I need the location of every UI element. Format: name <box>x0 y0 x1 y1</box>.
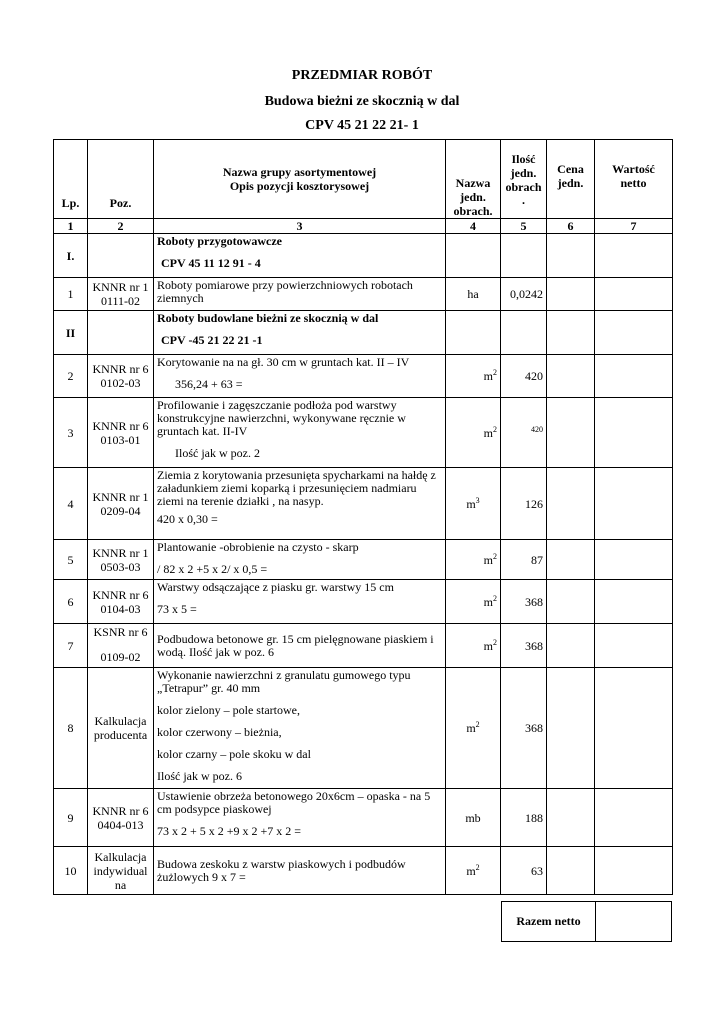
section-name: Roboty przygotowawcze <box>157 234 282 248</box>
section-row <box>54 234 673 278</box>
header-lp: Lp. <box>54 140 88 219</box>
section-cpv: CPV -45 21 22 21 -1 <box>161 333 263 347</box>
row-poz: KNNR nr 6 0103-01 <box>88 398 154 468</box>
document-cpv: CPV 45 21 22 21- 1 <box>305 118 419 133</box>
header-row <box>54 140 673 219</box>
row-lp: 4 <box>54 468 88 540</box>
row-quantity: 368 <box>501 624 547 668</box>
section-description <box>154 311 446 355</box>
cost-estimate-table <box>53 139 673 895</box>
row-lp: 2 <box>54 355 88 398</box>
table-row <box>54 398 673 468</box>
header-nazwa-line2: Opis pozycji kosztorysowej <box>229 179 370 193</box>
row-description <box>154 468 446 540</box>
header-wartosc <box>595 140 673 219</box>
column-number: 3 <box>154 219 446 234</box>
header-cena-line2: jedn. <box>557 176 584 190</box>
row-desc-line: Roboty pomiarowe przy powierzchniowych robotach ziemnych <box>157 278 413 305</box>
row-desc-line: Warstwy odsączające z piasku gr. warstwy 15 cm <box>157 580 394 594</box>
header-ilosc-line3: obrach <box>505 180 542 194</box>
row-poz: KNNR nr 6 0102-03 <box>88 355 154 398</box>
header-ilosc-line1: Ilość <box>511 152 536 166</box>
header-jedn <box>446 140 501 219</box>
row-desc-line: Ilość jak w poz. 2 <box>175 446 260 460</box>
row-unit: $m^2$ <box>446 668 501 789</box>
row-poz: Kalkulacja indywidual na <box>88 847 154 895</box>
row-desc-line: Ustawienie obrzeża betonowego 20x6cm – opaska - na 5 cm podsypce piaskowej <box>157 789 431 816</box>
row-poz <box>88 624 154 668</box>
row-quantity: 0,0242 <box>501 278 547 311</box>
column-number: 4 <box>446 219 501 234</box>
row-poz: Kalkulacja producenta <box>88 668 154 789</box>
row-quantity: 188 <box>501 789 547 847</box>
row-desc-line: Ilość jak w poz. 6 <box>157 769 242 783</box>
row-desc-line: kolor czerwony – bieżnia, <box>157 725 282 739</box>
row-lp: 7 <box>54 624 88 668</box>
row-description <box>154 398 446 468</box>
row-lp: 5 <box>54 540 88 580</box>
row-desc-line: Profilowanie i zagęszczanie podłoża pod warstwy konstrukcyjne nawierzchni, wykonywane ręcznie w gruntach kat. II-IV <box>157 398 406 438</box>
column-number: 6 <box>547 219 595 234</box>
row-description <box>154 847 446 895</box>
row-quantity: 63 <box>501 847 547 895</box>
table-row <box>54 278 673 311</box>
row-lp: 3 <box>54 398 88 468</box>
row-quantity: 420 <box>501 355 547 398</box>
column-number-row <box>54 219 673 234</box>
table-row <box>54 624 673 668</box>
header-ilosc-line4: . <box>522 193 525 207</box>
row-unit: $m^3$ <box>446 468 501 540</box>
row-quantity: 420 <box>501 398 547 468</box>
row-quantity: 87 <box>501 540 547 580</box>
row-quantity: 126 <box>501 468 547 540</box>
row-desc-line: kolor zielony – pole startowe, <box>157 703 300 717</box>
document-title: PRZEDMIAR ROBÓT <box>291 68 433 83</box>
section-row <box>54 311 673 355</box>
header-ilosc <box>501 140 547 219</box>
header-jedn-line3: obrach. <box>453 204 493 218</box>
header-nazwa <box>154 140 446 219</box>
table-row <box>54 580 673 624</box>
row-unit: $m^2$ <box>446 624 501 668</box>
row-poz-line1: KSNR nr 6 <box>93 624 148 639</box>
section-description <box>154 234 446 278</box>
header-nazwa-line1: Nazwa grupy asortymentowej <box>222 165 377 179</box>
row-unit: ha <box>446 278 501 311</box>
row-desc-line: 73 x 5 = <box>157 602 197 616</box>
row-lp: 1 <box>54 278 88 311</box>
row-unit: $m^2$ <box>446 398 501 468</box>
row-unit: $m^2$ <box>446 580 501 624</box>
row-description <box>154 580 446 624</box>
total-label: Razem netto <box>502 902 596 942</box>
total-value <box>596 902 672 942</box>
header-ilosc-line2: jedn. <box>510 166 537 180</box>
header-jedn-line2: jedn. <box>460 190 486 204</box>
header-poz: Poz. <box>88 140 154 219</box>
table-row <box>54 468 673 540</box>
row-desc-line: Podbudowa betonowe gr. 15 cm pielęgnowane piaskiem i wodą. Ilość jak w poz. 6 <box>157 632 434 659</box>
row-unit: $m^2$ <box>446 847 501 895</box>
total-box <box>501 901 672 942</box>
column-number: 1 <box>54 219 88 234</box>
row-poz: KNNR nr 6 0404-013 <box>88 789 154 847</box>
row-desc-line: Budowa zeskoku z warstw piaskowych i podbudów żużlowych 9 x 7 = <box>157 857 406 884</box>
header-cena-line1: Cena <box>557 162 584 176</box>
column-number: 5 <box>501 219 547 234</box>
row-desc-line: 420 x 0,30 = <box>157 512 218 526</box>
row-lp: 10 <box>54 847 88 895</box>
section-cpv: CPV 45 11 12 91 - 4 <box>161 256 261 270</box>
row-unit: $m^2$ <box>446 540 501 580</box>
header-wartosc-line1: Wartość <box>612 162 655 176</box>
row-lp: 8 <box>54 668 88 789</box>
row-poz: KNNR nr 1 0111-02 <box>88 278 154 311</box>
table-row <box>54 355 673 398</box>
row-poz: KNNR nr 1 0503-03 <box>88 540 154 580</box>
row-description <box>154 624 446 668</box>
row-quantity: 368 <box>501 668 547 789</box>
row-unit: mb <box>446 789 501 847</box>
column-number: 2 <box>88 219 154 234</box>
section-name: Roboty budowlane bieżni ze skocznią w dal <box>157 311 379 325</box>
row-desc-line: 356,24 + 63 = <box>175 377 243 391</box>
section-lp: I. <box>54 234 88 278</box>
table-row <box>54 789 673 847</box>
row-desc-line: / 82 x 2 +5 x 2/ x 0,5 = <box>157 562 268 576</box>
header-jedn-line1: Nazwa <box>455 176 491 190</box>
row-description <box>154 355 446 398</box>
row-desc-line: kolor czarny – pole skoku w dal <box>157 747 311 761</box>
table-row <box>54 540 673 580</box>
row-desc-line: Ziemia z korytowania przesunięta spycharkami na hałdę z załadunkiem ziemi koparką i przesunięciem nadmiaru ziemi na terenie działki , na nasyp. <box>157 468 436 508</box>
row-poz-line2: 0109-02 <box>100 649 141 664</box>
header-wartosc-line2: netto <box>620 176 647 190</box>
header-cena <box>547 140 595 219</box>
row-description <box>154 789 446 847</box>
row-desc-line: Korytowanie na na gł. 30 cm w gruntach kat. II – IV <box>157 355 410 369</box>
row-description <box>154 278 446 311</box>
table-row <box>54 847 673 895</box>
row-lp: 6 <box>54 580 88 624</box>
row-poz: KNNR nr 1 0209-04 <box>88 468 154 540</box>
row-desc-line: Wykonanie nawierzchni z granulatu gumowego typu „Tetrapur” gr. 40 mm <box>157 668 411 695</box>
table-row <box>54 668 673 789</box>
row-description <box>154 668 446 789</box>
row-desc-line: Plantowanie -obrobienie na czysto - skarp <box>157 540 359 554</box>
column-number: 7 <box>595 219 673 234</box>
section-lp: II <box>54 311 88 355</box>
document-subtitle: Budowa bieżni ze skocznią w dal <box>264 94 460 109</box>
row-lp: 9 <box>54 789 88 847</box>
row-poz: KNNR nr 6 0104-03 <box>88 580 154 624</box>
row-unit: $m^2$ <box>446 355 501 398</box>
row-description <box>154 540 446 580</box>
row-quantity: 368 <box>501 580 547 624</box>
row-desc-line: 73 x 2 + 5 x 2 +9 x 2 +7 x 2 = <box>157 824 302 838</box>
